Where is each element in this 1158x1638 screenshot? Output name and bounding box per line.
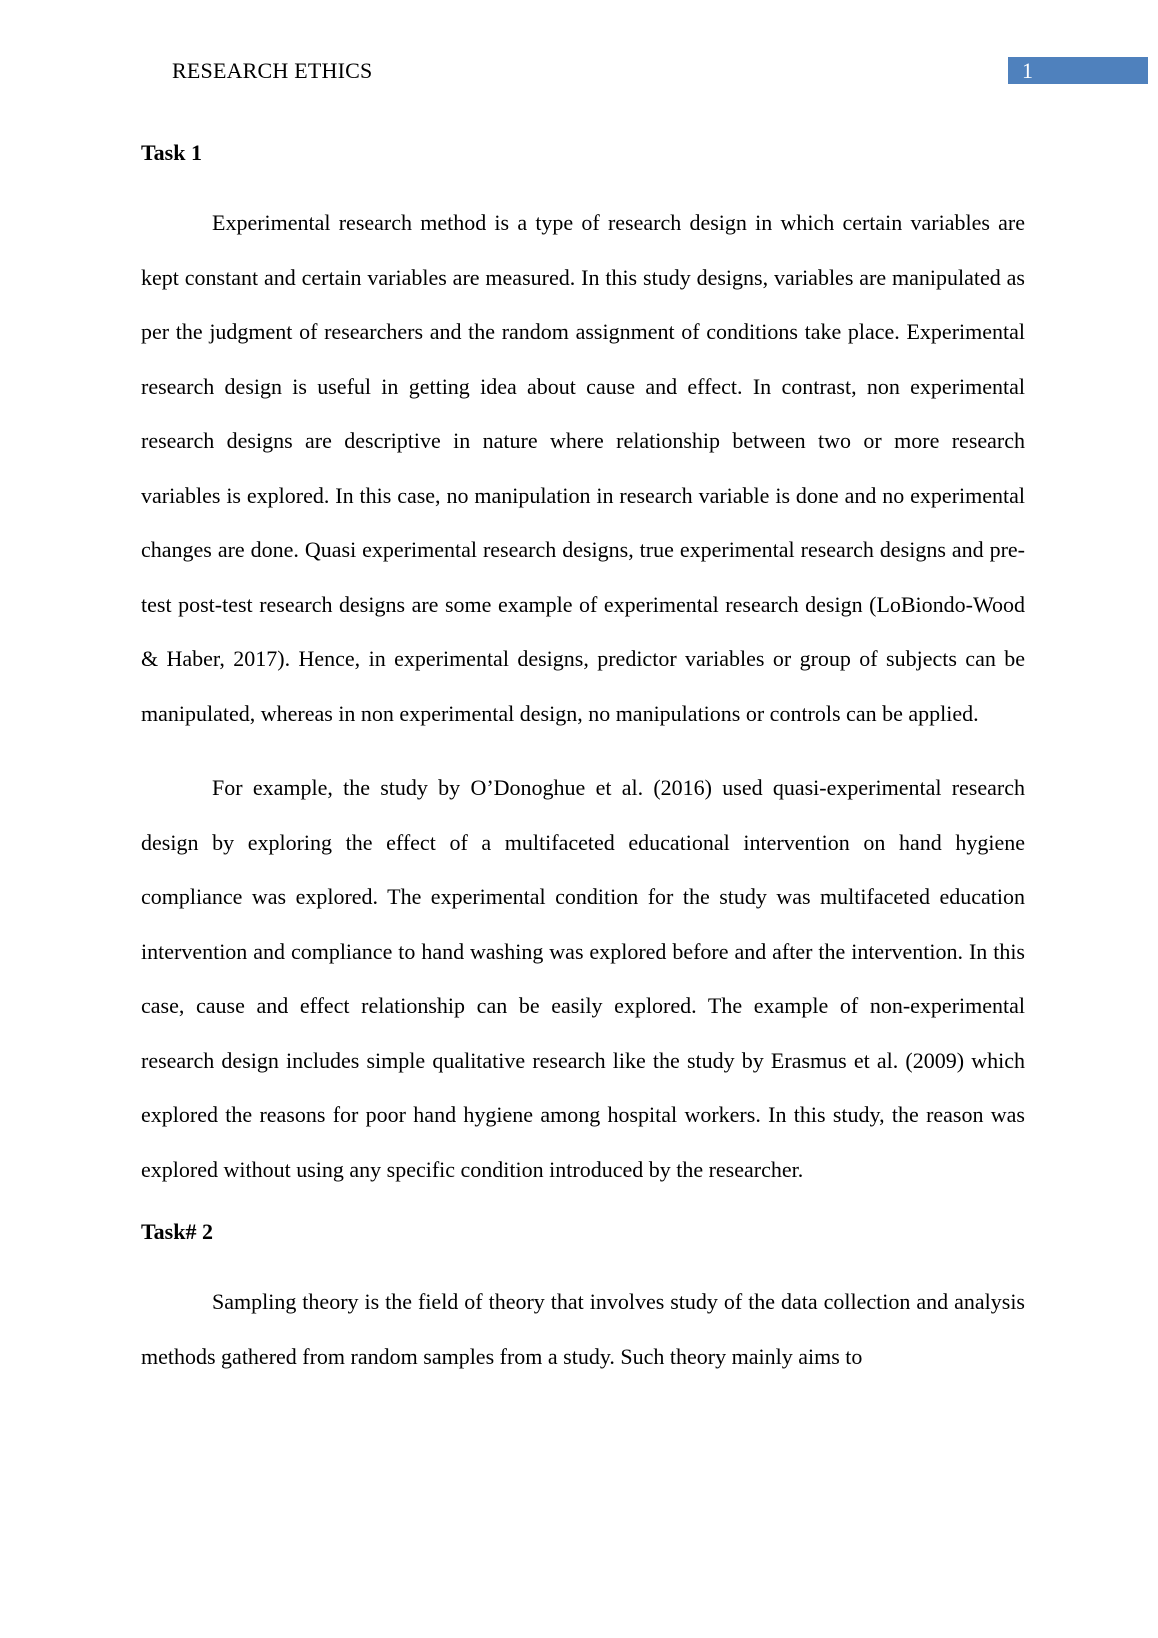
page-number-badge [1008,57,1148,84]
paragraph-task-2-1: Sampling theory is the field of theory that involves study of the data collection and analysis methods gathered from random samples from a study. Such theory mainly aims to [141,1289,1025,1369]
paragraph-task-1-1: Experimental research method is a type of research design in which certain variables are kept constant and certain variables are measured. In this study designs, variables are manipulated as per the judgment of researchers and the random assignment of conditions take place. Experimental research design is useful in getting idea about cause and effect. In contrast, non experimental research designs are descriptive in nature where relationship between two or more research variables is explored. In this case, no manipulation in research variable is done and no experimental changes are done. Quasi experimental research designs, true experimental research designs and pre-test post-test research designs are some example of experimental research design (LoBiondo-Wood & Haber, 2017). Hence, in experimental designs, predictor variables or group of subjects can be manipulated, whereas in non experimental design, no manipulations or controls can be applied. [141,210,1025,726]
section-heading-task-1: Task 1 [141,140,202,165]
section-heading-task-2: Task# 2 [141,1219,213,1244]
document-body [141,138,1025,1404]
page-number: 1 [1022,58,1033,83]
running-head: RESEARCH ETHICS [172,58,373,83]
paragraph-task-1-2: For example, the study by O’Donoghue et al. (2016) used quasi-experimental research design by exploring the effect of a multifaceted educational intervention on hand hygiene compliance was explored. The experimental condition for the study was multifaceted education intervention and compliance to hand washing was explored before and after the intervention. In this case, cause and effect relationship can be easily explored. The example of non-experimental research design includes simple qualitative research like the study by Erasmus et al. (2009) which explored the reasons for poor hand hygiene among hospital workers. In this study, the reason was explored without using any specific condition introduced by the researcher. [141,775,1025,1182]
